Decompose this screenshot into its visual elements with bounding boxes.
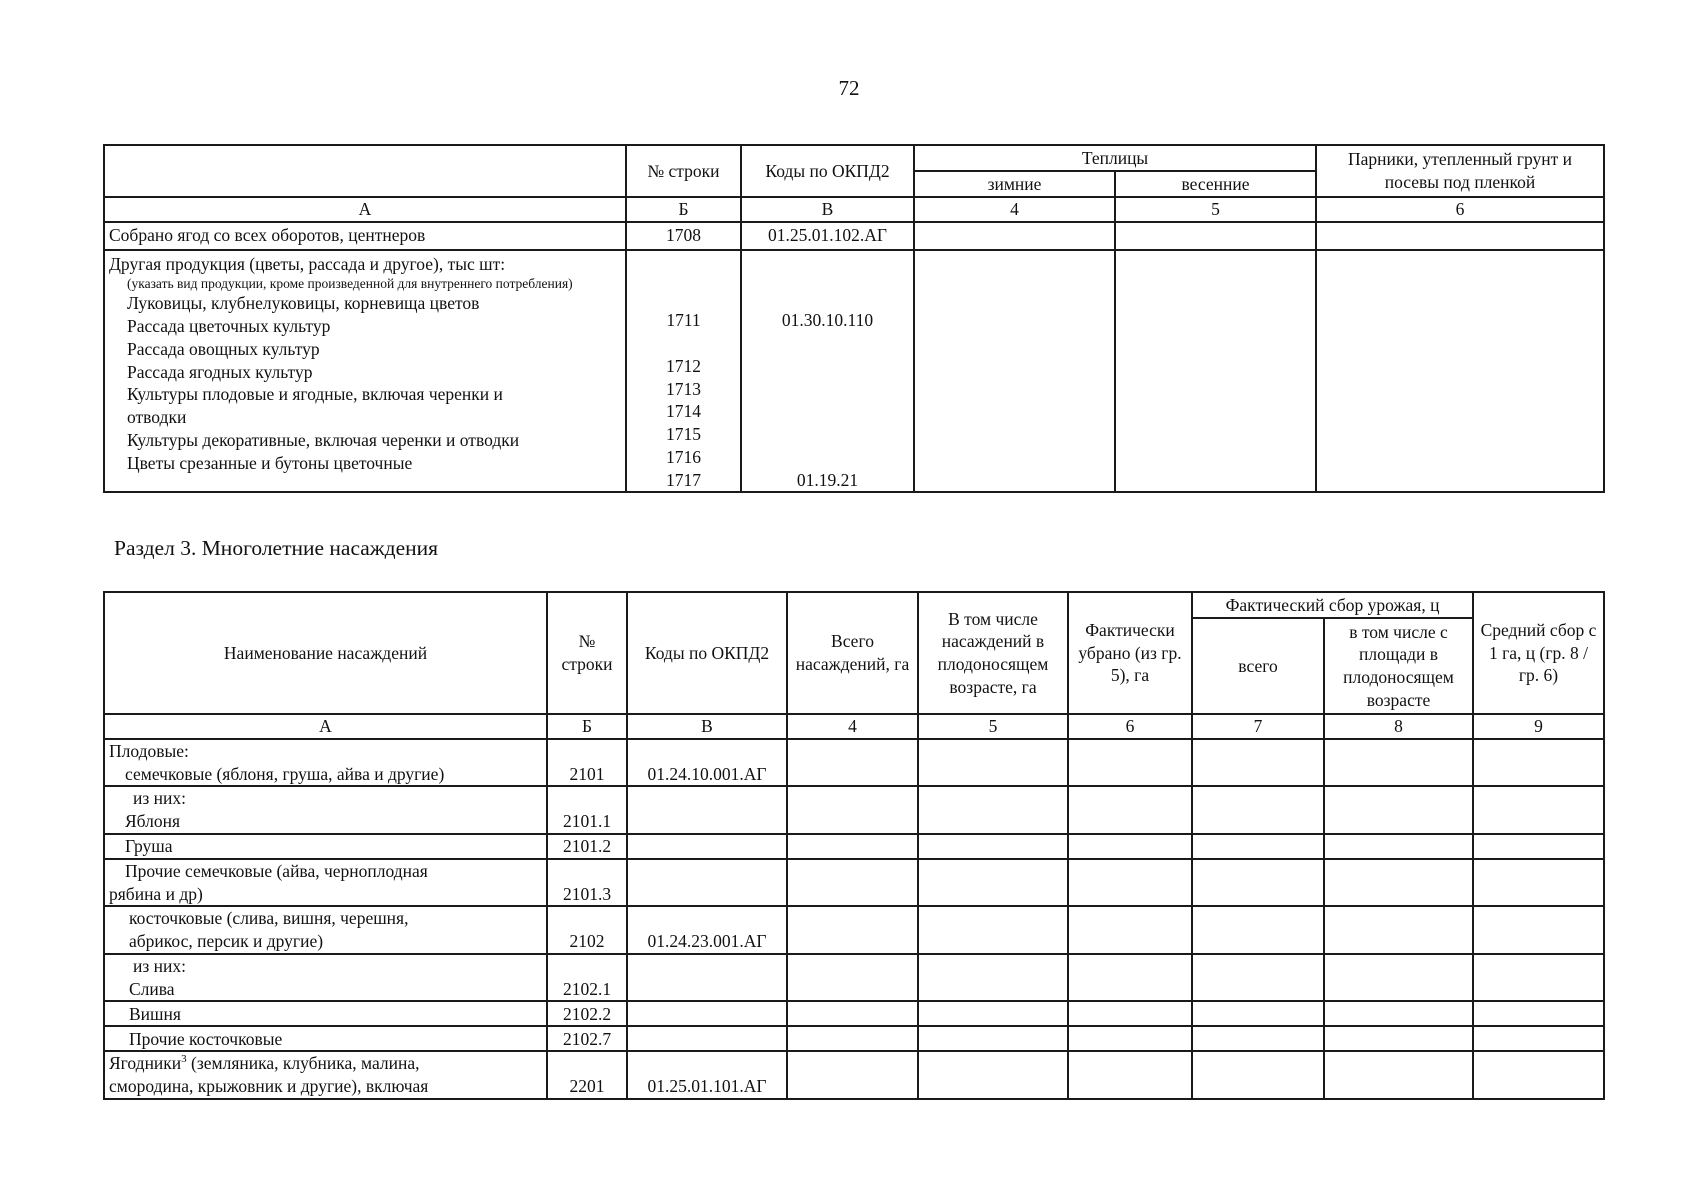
col-code: А xyxy=(104,714,547,739)
value-cell xyxy=(1068,739,1192,787)
value-cell xyxy=(1473,906,1604,954)
row-number: 2101.3 xyxy=(547,859,627,907)
okpd-code xyxy=(627,786,787,834)
okpd-code xyxy=(627,1026,787,1051)
value-cell xyxy=(1068,1051,1192,1099)
other-products-codes xyxy=(741,250,914,493)
value-cell xyxy=(1324,786,1473,834)
value-cell xyxy=(918,834,1068,859)
planting-name xyxy=(104,1026,547,1051)
product-item-code: 01.30.10.110 xyxy=(781,310,874,331)
value-cell xyxy=(1068,1001,1192,1026)
value-cell xyxy=(1473,859,1604,907)
col-code: 6 xyxy=(1068,714,1192,739)
planting-name xyxy=(104,834,547,859)
col-code: В xyxy=(741,197,914,222)
value-cell xyxy=(1192,1001,1324,1026)
product-item-label: Рассада овощных культур xyxy=(127,338,320,359)
value-cell xyxy=(787,1001,918,1026)
row-berries-label: Собрано ягод со всех оборотов, центнеров xyxy=(104,222,626,250)
okpd-code: 01.24.10.001.АГ xyxy=(627,739,787,787)
value-cell xyxy=(1192,954,1324,1002)
product-item-number: 1711 xyxy=(666,310,701,331)
planting-name-line: косточковые (слива, вишня, черешня, xyxy=(129,908,409,929)
value-cell xyxy=(1324,1026,1473,1051)
planting-name-line: Ягодники xyxy=(109,1053,182,1074)
table-row xyxy=(104,954,1604,1002)
row-number: 2101.2 xyxy=(547,834,627,859)
table-row xyxy=(104,786,1604,834)
col-code: А xyxy=(104,197,626,222)
product-item-label: Цветы срезанные и бутоны цветочные xyxy=(127,452,413,473)
planting-name xyxy=(104,786,547,834)
table-row xyxy=(104,834,1604,859)
col-code: 9 xyxy=(1473,714,1604,739)
value-cell xyxy=(918,786,1068,834)
value-cell xyxy=(1192,859,1324,907)
row-number: 2102.7 xyxy=(547,1026,627,1051)
row-berries-code: 01.25.01.102.АГ xyxy=(741,222,914,250)
planting-name-line: Прочие косточковые xyxy=(129,1028,283,1049)
col-code: 4 xyxy=(914,197,1115,222)
value-cell xyxy=(1324,906,1473,954)
value-cell xyxy=(787,1026,918,1051)
table-row xyxy=(104,859,1604,907)
value-cell xyxy=(1068,906,1192,954)
header-average-yield: Средний сбор с 1 га, ц (гр. 8 / гр. 6) xyxy=(1473,592,1604,714)
value-cell xyxy=(787,906,918,954)
col-code: Б xyxy=(626,197,741,222)
other-products-cell xyxy=(104,250,626,493)
header-actual-harvest: Фактический сбор урожая, ц xyxy=(1192,592,1473,618)
other-products-label: Другая продукция (цветы, рассада и другое), тыс шт: xyxy=(109,253,506,274)
other-products-note: (указать вид продукции, кроме произведенной для внутреннего потребления) xyxy=(127,275,573,291)
product-item-code: 01.19.21 xyxy=(796,469,859,490)
product-item-label: Культуры декоративные, включая черенки и отводки xyxy=(127,429,520,450)
planting-name-line: Груша xyxy=(125,836,173,856)
value-cell xyxy=(1473,954,1604,1002)
planting-name-line: из них: xyxy=(133,955,186,976)
value-cell xyxy=(1316,250,1604,493)
row-number: 2101 xyxy=(547,739,627,787)
other-products-numbers xyxy=(626,250,741,493)
value-cell xyxy=(1192,1051,1324,1099)
value-cell xyxy=(1473,1026,1604,1051)
planting-name xyxy=(104,954,547,1002)
header-empty xyxy=(104,145,626,197)
value-cell xyxy=(918,1026,1068,1051)
header-fruiting-plantings: В том числе насаждений в плодоносящем возрасте, га xyxy=(918,592,1068,714)
okpd-code: 01.25.01.101.АГ xyxy=(627,1051,787,1099)
value-cell xyxy=(1473,739,1604,787)
planting-name xyxy=(104,739,547,787)
value-cell xyxy=(918,1051,1068,1099)
header-total-plantings: Всего насаждений, га xyxy=(787,592,918,714)
planting-name-line: Вишня xyxy=(129,1003,181,1024)
value-cell xyxy=(1192,906,1324,954)
col-code: В xyxy=(627,714,787,739)
value-cell xyxy=(1473,786,1604,834)
header-harvested-area: Фактически убрано (из гр. 5), га xyxy=(1068,592,1192,714)
header-hotbeds: Парники, утепленный грунт и посевы под пленкой xyxy=(1316,145,1604,197)
section-title: Раздел 3. Многолетние насаждения xyxy=(114,536,439,560)
planting-name-line: (земляника, клубника, малина, xyxy=(191,1053,420,1074)
okpd-code xyxy=(627,954,787,1002)
table-row xyxy=(104,739,1604,787)
planting-name xyxy=(104,1001,547,1026)
value-cell xyxy=(918,954,1068,1002)
planting-name xyxy=(104,1051,547,1099)
header-name: Наименование насаждений xyxy=(104,592,547,714)
value-cell xyxy=(918,906,1068,954)
product-item-number xyxy=(631,332,736,355)
col-code: 5 xyxy=(1115,197,1316,222)
header-harvest-total: всего xyxy=(1192,618,1324,714)
product-item-label: Рассада цветочных культур xyxy=(127,316,331,337)
planting-name-line: семечковые (яблоня, груша, айва и другие) xyxy=(125,763,445,784)
product-item-number: 1716 xyxy=(666,446,701,467)
value-cell xyxy=(1324,1051,1473,1099)
planting-name-line: Яблоня xyxy=(125,811,181,831)
value-cell xyxy=(1324,834,1473,859)
value-cell xyxy=(1316,222,1604,250)
page-number: 72 xyxy=(838,76,860,100)
product-item-label: Рассада ягодных культур xyxy=(127,361,313,382)
value-cell xyxy=(1324,859,1473,907)
planting-name-line: Плодовые: xyxy=(109,740,189,761)
row-number: 2201 xyxy=(547,1051,627,1099)
value-cell xyxy=(1324,954,1473,1002)
okpd-code xyxy=(627,834,787,859)
table-row xyxy=(104,1026,1604,1051)
value-cell xyxy=(914,222,1115,250)
header-winter: зимние xyxy=(914,171,1115,197)
value-cell xyxy=(1115,250,1316,493)
product-item-number: 1713 xyxy=(666,378,701,399)
row-number: 2102 xyxy=(547,906,627,954)
header-row-number: № строки xyxy=(547,592,627,714)
value-cell xyxy=(1473,834,1604,859)
okpd-code xyxy=(627,859,787,907)
greenhouse-production-table xyxy=(103,144,1605,493)
planting-name xyxy=(104,906,547,954)
planting-name xyxy=(104,859,547,907)
value-cell xyxy=(1068,786,1192,834)
col-code: 8 xyxy=(1324,714,1473,739)
value-cell xyxy=(1473,1001,1604,1026)
row-number: 2102.1 xyxy=(547,954,627,1002)
okpd-code xyxy=(627,1001,787,1026)
value-cell xyxy=(914,250,1115,493)
col-code: 4 xyxy=(787,714,918,739)
value-cell xyxy=(1192,739,1324,787)
header-greenhouses: Теплицы xyxy=(914,145,1316,171)
value-cell xyxy=(1115,222,1316,250)
col-code: 7 xyxy=(1192,714,1324,739)
value-cell xyxy=(787,1051,918,1099)
table-row xyxy=(104,1001,1604,1026)
footnote-marker: 3 xyxy=(181,1053,187,1066)
product-item-label: Культуры плодовые и ягодные, включая черенки и xyxy=(127,384,503,405)
row-berries-number: 1708 xyxy=(626,222,741,250)
value-cell xyxy=(1324,739,1473,787)
product-item-label: отводки xyxy=(127,407,187,428)
col-code: 5 xyxy=(918,714,1068,739)
value-cell xyxy=(1068,954,1192,1002)
planting-name-line: Прочие семечковые (айва, черноплодная xyxy=(125,860,428,881)
value-cell xyxy=(1068,1026,1192,1051)
product-item-number: 1712 xyxy=(666,355,701,376)
header-harvest-fruiting: в том числе с площади в плодоносящем возрасте xyxy=(1324,618,1473,714)
table-row xyxy=(104,1051,1604,1099)
value-cell xyxy=(1473,1051,1604,1099)
value-cell xyxy=(1192,786,1324,834)
planting-name-line: смородина, крыжовник и другие), включая xyxy=(109,1076,429,1096)
value-cell xyxy=(787,859,918,907)
value-cell xyxy=(1324,1001,1473,1026)
value-cell xyxy=(787,786,918,834)
header-spring: весенние xyxy=(1115,171,1316,197)
planting-name-line: абрикос, персик и другие) xyxy=(129,931,324,951)
value-cell xyxy=(1192,1026,1324,1051)
product-item-number: 1715 xyxy=(666,424,701,444)
product-item-number: 1717 xyxy=(666,469,701,490)
value-cell xyxy=(918,859,1068,907)
value-cell xyxy=(918,739,1068,787)
value-cell xyxy=(787,834,918,859)
okpd-code: 01.24.23.001.АГ xyxy=(627,906,787,954)
planting-name-line: из них: xyxy=(133,788,186,809)
table-row xyxy=(104,906,1604,954)
product-item-number: 1714 xyxy=(666,401,701,422)
header-okpd-codes: Коды по ОКПД2 xyxy=(627,592,787,714)
col-code: Б xyxy=(547,714,627,739)
value-cell xyxy=(787,954,918,1002)
value-cell xyxy=(787,739,918,787)
value-cell xyxy=(1192,834,1324,859)
product-item-label: Луковицы, клубнелуковицы, корневища цветов xyxy=(127,293,480,314)
planting-name-line: рябина и др) xyxy=(109,883,203,904)
planting-name-line: Слива xyxy=(129,978,175,999)
value-cell xyxy=(918,1001,1068,1026)
col-code: 6 xyxy=(1316,197,1604,222)
value-cell xyxy=(1068,859,1192,907)
perennial-plantings-table xyxy=(103,591,1605,1100)
row-number: 2101.1 xyxy=(547,786,627,834)
header-row-number: № строки xyxy=(626,145,741,197)
row-number: 2102.2 xyxy=(547,1001,627,1026)
header-okpd-codes: Коды по ОКПД2 xyxy=(741,145,914,197)
value-cell xyxy=(1068,834,1192,859)
